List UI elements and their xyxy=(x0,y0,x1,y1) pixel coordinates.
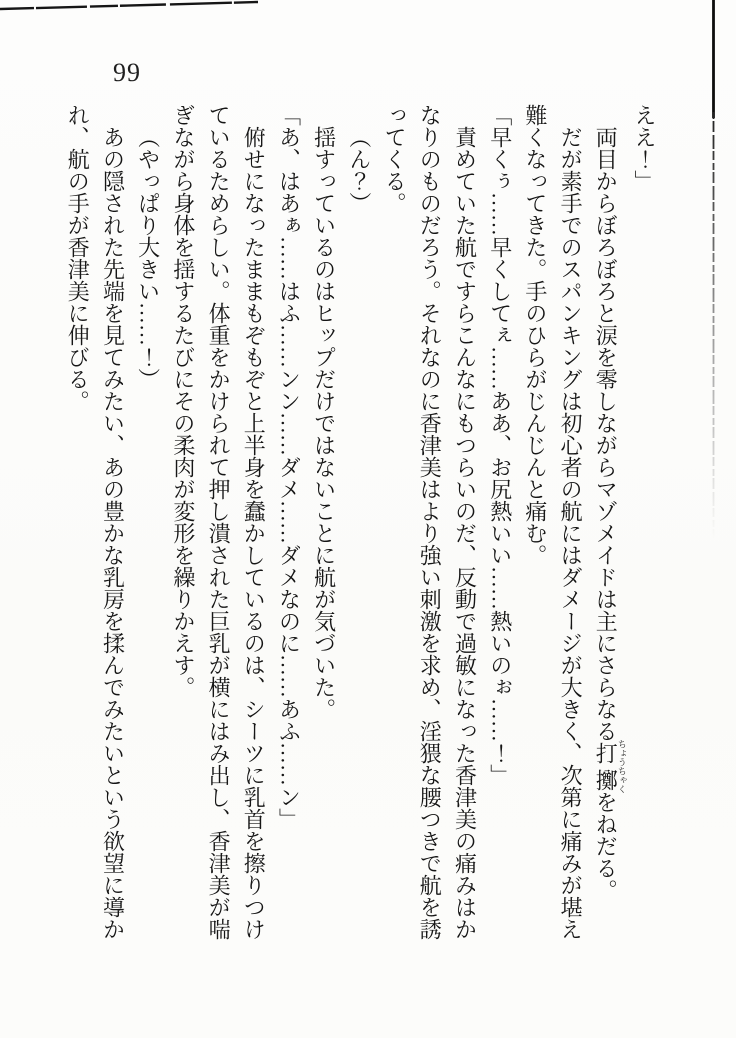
top-crease-line xyxy=(0,2,258,9)
text-line: 責めていた航ですらこんなにもつらいのだ、反動で過敏になった香津美の痛みはか xyxy=(452,126,478,940)
text-line: 「あ、はあぁ……はふ……ンン……ダメ……ダメなのに……あふ……ン」 xyxy=(276,104,302,830)
text-line: （ん？） xyxy=(346,126,372,214)
ruby-annotated-word: 打擲ちょうちゃく xyxy=(593,739,627,794)
text-line: ているためらしい。体重をかけられて押し潰された巨乳が横にはみ出し、香津美が喘 xyxy=(206,104,232,940)
page-number: 99 xyxy=(113,58,141,87)
text-line: だが素手でのスパンキングは初心者の航にはダメージが大きく、次第に痛みが堪え xyxy=(558,126,584,940)
text-line: なりのものだろう。それなのに香津美はより強い刺激を求め、淫猥な腰つきで航を誘 xyxy=(417,104,443,940)
text-line: 「早くぅ……早くしてぇ……ああ、お尻熱いい……熱いのぉ……！」 xyxy=(487,104,513,786)
text-line: 揺すっているのはヒップだけではないことに航が気づいた。 xyxy=(311,126,337,720)
text-line: れ、航の手が香津美に伸びる。 xyxy=(65,104,91,412)
text-line: あの隠された先端を見てみたい、あの豊かな乳房を揉んでみたいという欲望に導か xyxy=(100,126,126,940)
text-line: 難くなってきた。手のひらがじんじんと痛む。 xyxy=(522,104,548,566)
text-line: 俯せになったままもぞもぞと上半身を蠢かしているのは、シーツに乳首を擦りつけ xyxy=(241,126,267,940)
text-line: （やっぱり大きい……！） xyxy=(135,126,161,390)
text-line: ってくる。 xyxy=(382,104,408,214)
text-line: ぎながら身体を揺するたびにその柔肉が変形を繰りかえす。 xyxy=(170,104,196,698)
text-block xyxy=(62,104,662,952)
text-line: 両目からぼろぼろと涙を零しながらマゾメイドは主にさらなる打擲ちょうちゃくをねだる。 xyxy=(593,126,627,901)
text-line: ええ！」 xyxy=(632,104,657,192)
